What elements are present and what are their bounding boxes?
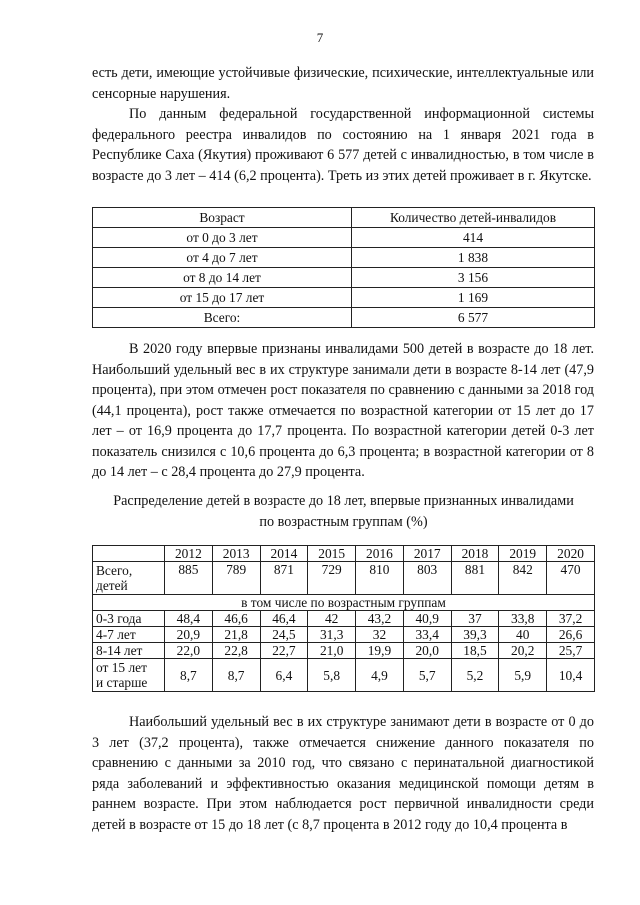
table-cell-count: 6 577 — [352, 308, 595, 328]
table-subheader-row — [93, 595, 595, 611]
table-cell: 26,6 — [547, 627, 595, 643]
table-cell: 803 — [403, 562, 451, 595]
table-cell: 20,9 — [165, 627, 213, 643]
table-cell: 881 — [451, 562, 499, 595]
table-cell-age: Всего: — [93, 308, 352, 328]
table-row — [93, 659, 595, 692]
table-cell: 470 — [547, 562, 595, 595]
table-cell: 22,8 — [212, 643, 260, 659]
table-cell-age: от 15 до 17 лет — [93, 288, 352, 308]
table-caption-line-1: Распределение детей в возрасте до 18 лет, впервые признанных инвалидами — [113, 493, 574, 509]
table-caption-line-2: по возрастным группам (%) — [259, 513, 428, 530]
table-cell: 48,4 — [165, 611, 213, 627]
row-label: 0-3 года — [93, 611, 165, 627]
row-label: Всего, детей — [93, 562, 165, 595]
table-cell: 22,0 — [165, 643, 213, 659]
table-cell: 21,8 — [212, 627, 260, 643]
table-header-age: Возраст — [93, 208, 352, 228]
table-cell-age: от 0 до 3 лет — [93, 228, 352, 248]
table-total-row — [93, 562, 595, 595]
table-cell: 42 — [308, 611, 356, 627]
table-row — [93, 627, 595, 643]
table-row — [93, 611, 595, 627]
year-header: 2019 — [499, 546, 547, 562]
paragraph-2: По данным федеральной государственной информационной системы федерального реестра инвалидов по состоянию на 1 января 2021 года в Республике Саха (Якутия) проживают 6 577 детей с инвалидностью, в том числе в возрасте до 3 лет – 414 (6,2 процента). Треть из этих детей проживает в г. Якутске. — [92, 106, 594, 184]
table-cell: 20,0 — [403, 643, 451, 659]
paragraph-1: есть дети, имеющие устойчивые физические, психические, интеллектуальные или сенсорные нарушения. — [92, 65, 594, 102]
row-label: 4-7 лет — [93, 627, 165, 643]
table-cell-count: 1 169 — [352, 288, 595, 308]
year-header: 2012 — [165, 546, 213, 562]
row-label: от 15 лет и старше — [93, 659, 165, 692]
table-cell: 19,9 — [356, 643, 404, 659]
table-cell: 39,3 — [451, 627, 499, 643]
table-cell: 5,2 — [451, 659, 499, 692]
table-row — [93, 228, 595, 248]
paragraph-4: Наибольший удельный вес в их структуре занимают дети в возрасте от 0 до 3 лет (37,2 процента), также отмечается снижение данного показателя по сравнению с данными за 2010 год, что связано с перинатальной диагностикой ряда заболеваний и эффективностью оказания медицинской помощи детям в раннем возрасте. При этом наблюдается рост первичной инвалидности среди детей в возрасте от 15 до 18 лет (с 8,7 процента в 2012 году до 10,4 процента в — [92, 714, 594, 833]
year-header: 2016 — [356, 546, 404, 562]
page-number: 7 — [316, 30, 324, 45]
table-cell: 789 — [212, 562, 260, 595]
table-cell: 871 — [260, 562, 308, 595]
table-cell: 46,6 — [212, 611, 260, 627]
table-cell: 32 — [356, 627, 404, 643]
table-cell: 885 — [165, 562, 213, 595]
table-cell: 8,7 — [212, 659, 260, 692]
table-cell: 43,2 — [356, 611, 404, 627]
table-cell: 31,3 — [308, 627, 356, 643]
year-header: 2017 — [403, 546, 451, 562]
table-cell: 6,4 — [260, 659, 308, 692]
table-cell: 4,9 — [356, 659, 404, 692]
table-cell-age: от 4 до 7 лет — [93, 248, 352, 268]
disabled-children-by-age-table — [92, 207, 595, 328]
year-header: 2020 — [547, 546, 595, 562]
table-cell-count: 1 838 — [352, 248, 595, 268]
table-header-row — [93, 546, 595, 562]
table-cell: 5,9 — [499, 659, 547, 692]
table-subheader: в том числе по возрастным группам — [93, 595, 595, 611]
table-cell: 21,0 — [308, 643, 356, 659]
table-cell: 5,7 — [403, 659, 451, 692]
table-cell-age: от 8 до 14 лет — [93, 268, 352, 288]
year-header: 2013 — [212, 546, 260, 562]
table-cell-count: 414 — [352, 228, 595, 248]
table-cell: 810 — [356, 562, 404, 595]
table-cell: 40 — [499, 627, 547, 643]
disability-by-year-table — [92, 545, 595, 692]
table-caption — [92, 491, 595, 532]
paragraph-3: В 2020 году впервые признаны инвалидами 500 детей в возрасте до 18 лет. Наибольший удельный вес в их структуре занимали дети в возрасте 8-14 лет (47,9 процента), при этом отмечен рост показателя по сравнению с данными за 2018 год (44,1 процента), рост также отмечается по возрастной категории от 15 лет до 17 лет – от 16,9 процента до 17,7 процента. По возрастной категории детей 0-3 лет показатель снизился с 10,6 процента до 6,3 процента; в возрастной категории от 8 до 14 лет – с 28,4 процента до 27,9 процента. — [92, 341, 594, 480]
table-cell: 22,7 — [260, 643, 308, 659]
table-cell-count: 3 156 — [352, 268, 595, 288]
table-row — [93, 643, 595, 659]
year-header: 2014 — [260, 546, 308, 562]
year-header: 2015 — [308, 546, 356, 562]
table-cell: 10,4 — [547, 659, 595, 692]
year-header: 2018 — [451, 546, 499, 562]
table-row — [93, 248, 595, 268]
table-cell: 37,2 — [547, 611, 595, 627]
row-label: 8-14 лет — [93, 643, 165, 659]
table-cell: 33,8 — [499, 611, 547, 627]
table-header-count: Количество детей-инвалидов — [352, 208, 595, 228]
table-cell: 24,5 — [260, 627, 308, 643]
table-header-row — [93, 208, 595, 228]
table-cell: 842 — [499, 562, 547, 595]
table-cell: 5,8 — [308, 659, 356, 692]
table-cell: 40,9 — [403, 611, 451, 627]
table-row — [93, 288, 595, 308]
table-cell: 729 — [308, 562, 356, 595]
table-cell: 25,7 — [547, 643, 595, 659]
table-cell: 46,4 — [260, 611, 308, 627]
table-cell: 8,7 — [165, 659, 213, 692]
table-cell: 37 — [451, 611, 499, 627]
table-cell: 20,2 — [499, 643, 547, 659]
table-cell: 18,5 — [451, 643, 499, 659]
table-row — [93, 268, 595, 288]
table-cell: 33,4 — [403, 627, 451, 643]
table-total-row — [93, 308, 595, 328]
table-corner-cell — [93, 546, 165, 562]
